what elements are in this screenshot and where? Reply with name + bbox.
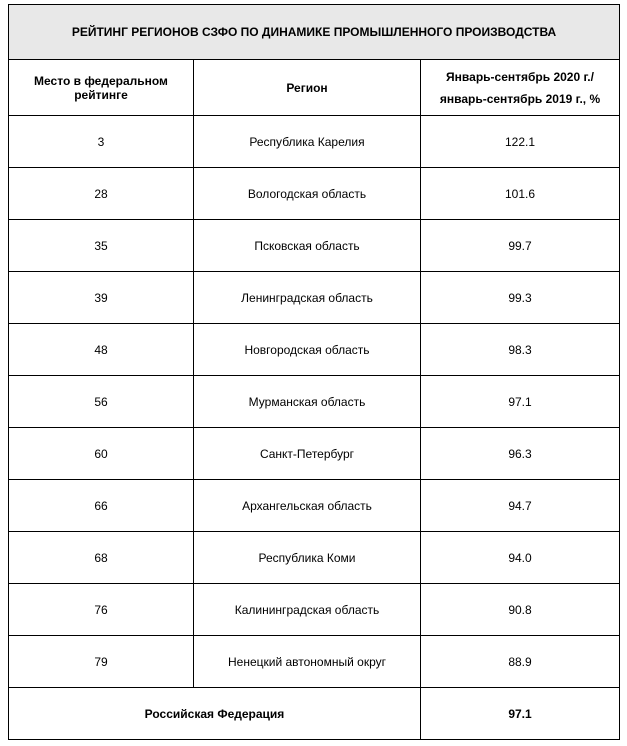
table-row bbox=[9, 428, 620, 480]
table-row bbox=[9, 220, 620, 272]
cell-region: Калининградская область bbox=[194, 584, 421, 636]
header-place: Место в федеральном рейтинге bbox=[9, 60, 194, 116]
cell-place: 60 bbox=[9, 428, 194, 480]
cell-place: 66 bbox=[9, 480, 194, 532]
header-value-line2: январь-сентябрь 2019 г., % bbox=[439, 91, 601, 106]
rating-table bbox=[8, 4, 620, 740]
table-row bbox=[9, 272, 620, 324]
table-row bbox=[9, 324, 620, 376]
cell-region: Новгородская область bbox=[194, 324, 421, 376]
cell-value: 94.0 bbox=[421, 532, 620, 584]
table-row bbox=[9, 636, 620, 688]
cell-region: Вологодская область bbox=[194, 168, 421, 220]
table-row bbox=[9, 168, 620, 220]
cell-region: Ленинградская область bbox=[194, 272, 421, 324]
cell-place: 3 bbox=[9, 116, 194, 168]
table-title: РЕЙТИНГ РЕГИОНОВ СЗФО ПО ДИНАМИКЕ ПРОМЫШЛЕННОГО ПРОИЗВОДСТВА bbox=[9, 5, 620, 60]
header-value-line1: Январь-сентябрь 2020 г./ bbox=[446, 69, 594, 84]
cell-value: 101.6 bbox=[421, 168, 620, 220]
table-body bbox=[9, 116, 620, 688]
cell-value: 97.1 bbox=[421, 376, 620, 428]
cell-value: 98.3 bbox=[421, 324, 620, 376]
cell-value: 88.9 bbox=[421, 636, 620, 688]
table-row bbox=[9, 116, 620, 168]
cell-place: 28 bbox=[9, 168, 194, 220]
cell-region: Республика Коми bbox=[194, 532, 421, 584]
cell-region: Санкт-Петербург bbox=[194, 428, 421, 480]
header-value bbox=[421, 60, 620, 116]
cell-place: 35 bbox=[9, 220, 194, 272]
table-row bbox=[9, 376, 620, 428]
cell-region: Мурманская область bbox=[194, 376, 421, 428]
table-row bbox=[9, 532, 620, 584]
cell-value: 99.3 bbox=[421, 272, 620, 324]
cell-value: 90.8 bbox=[421, 584, 620, 636]
table-row bbox=[9, 480, 620, 532]
cell-value: 122.1 bbox=[421, 116, 620, 168]
total-label: Российская Федерация bbox=[9, 688, 421, 740]
cell-value: 96.3 bbox=[421, 428, 620, 480]
cell-value: 99.7 bbox=[421, 220, 620, 272]
cell-place: 68 bbox=[9, 532, 194, 584]
total-value: 97.1 bbox=[421, 688, 620, 740]
cell-place: 39 bbox=[9, 272, 194, 324]
cell-place: 48 bbox=[9, 324, 194, 376]
cell-region: Архангельская область bbox=[194, 480, 421, 532]
cell-place: 79 bbox=[9, 636, 194, 688]
cell-value: 94.7 bbox=[421, 480, 620, 532]
total-row bbox=[9, 688, 620, 740]
cell-region: Ненецкий автономный округ bbox=[194, 636, 421, 688]
header-region: Регион bbox=[194, 60, 421, 116]
cell-region: Республика Карелия bbox=[194, 116, 421, 168]
table-row bbox=[9, 584, 620, 636]
cell-place: 56 bbox=[9, 376, 194, 428]
cell-place: 76 bbox=[9, 584, 194, 636]
cell-region: Псковская область bbox=[194, 220, 421, 272]
